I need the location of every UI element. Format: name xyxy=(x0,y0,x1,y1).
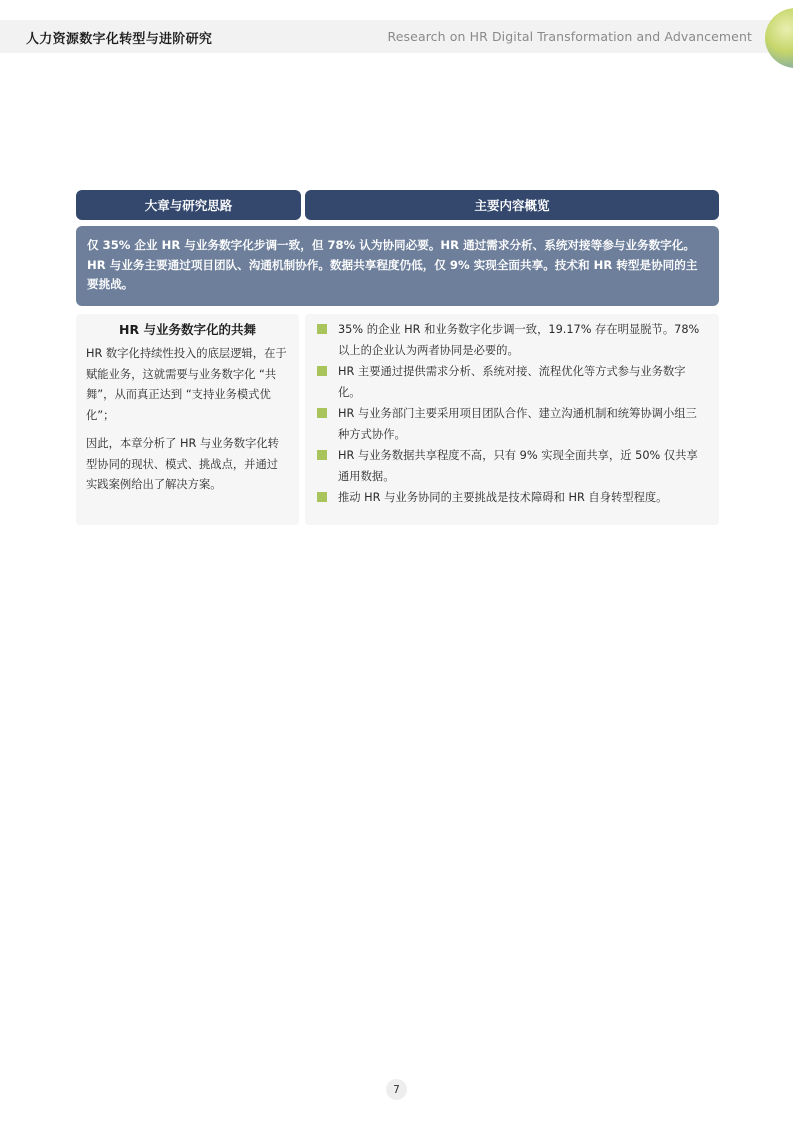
bullet-text: 推动 HR 与业务协同的主要挑战是技术障碍和 HR 自身转型程度。 xyxy=(338,491,668,504)
header-orb-decoration xyxy=(765,8,793,68)
bullet-item xyxy=(317,319,707,361)
right-column-heading: 主要内容概览 xyxy=(305,190,719,220)
header-title-cn: 人力资源数字化转型与进阶研究 xyxy=(26,32,213,47)
left-panel-paragraph: 因此，本章分析了 HR 与业务数字化转型协同的现状、模式、挑战点，并通过实践案例给出了解决方案。 xyxy=(86,437,279,491)
header-title-en: Research on HR Digital Transformation and Advancement xyxy=(387,29,752,44)
bullet-item xyxy=(317,361,707,403)
bullet-square-icon xyxy=(317,366,327,376)
bullet-list xyxy=(317,319,707,508)
bullet-square-icon xyxy=(317,450,327,460)
bullet-text: HR 与业务数据共享程度不高，只有 9% 实现全面共享，近 50% 仅共享通用数据。 xyxy=(338,449,698,483)
bullet-item xyxy=(317,487,707,508)
bullet-square-icon xyxy=(317,408,327,418)
left-panel-paragraph: HR 数字化持续性投入的底层逻辑，在于赋能业务，这就需要与业务数字化 “共舞”，从而真正达到 “支持业务模式优化”； xyxy=(86,347,287,422)
bullet-text: HR 主要通过提供需求分析、系统对接、流程优化等方式参与业务数字化。 xyxy=(338,365,686,399)
bullet-item xyxy=(317,445,707,487)
left-panel-title: HR 与业务数字化的共舞 xyxy=(119,322,256,337)
bullet-item xyxy=(317,403,707,445)
right-panel xyxy=(305,314,719,525)
left-panel xyxy=(76,314,299,525)
bullet-square-icon xyxy=(317,324,327,334)
bullet-text: HR 与业务部门主要采用项目团队合作、建立沟通机制和统筹协调小组三种方式协作。 xyxy=(338,407,697,441)
summary-box: 仅 35% 企业 HR 与业务数字化步调一致，但 78% 认为协同必要。HR 通过需求分析、系统对接等参与业务数字化。HR 与业务主要通过项目团队、沟通机制协作。数据共享程度仍低，仅 9% 实现全面共享。技术和 HR 转型是协同的主要挑战。 xyxy=(76,226,719,306)
page-number: 7 xyxy=(386,1079,407,1100)
left-column-heading: 大章与研究思路 xyxy=(76,190,301,220)
bullet-square-icon xyxy=(317,492,327,502)
bullet-text: 35% 的企业 HR 和业务数字化步调一致，19.17% 存在明显脱节。78% 以上的企业认为两者协同是必要的。 xyxy=(338,323,700,357)
